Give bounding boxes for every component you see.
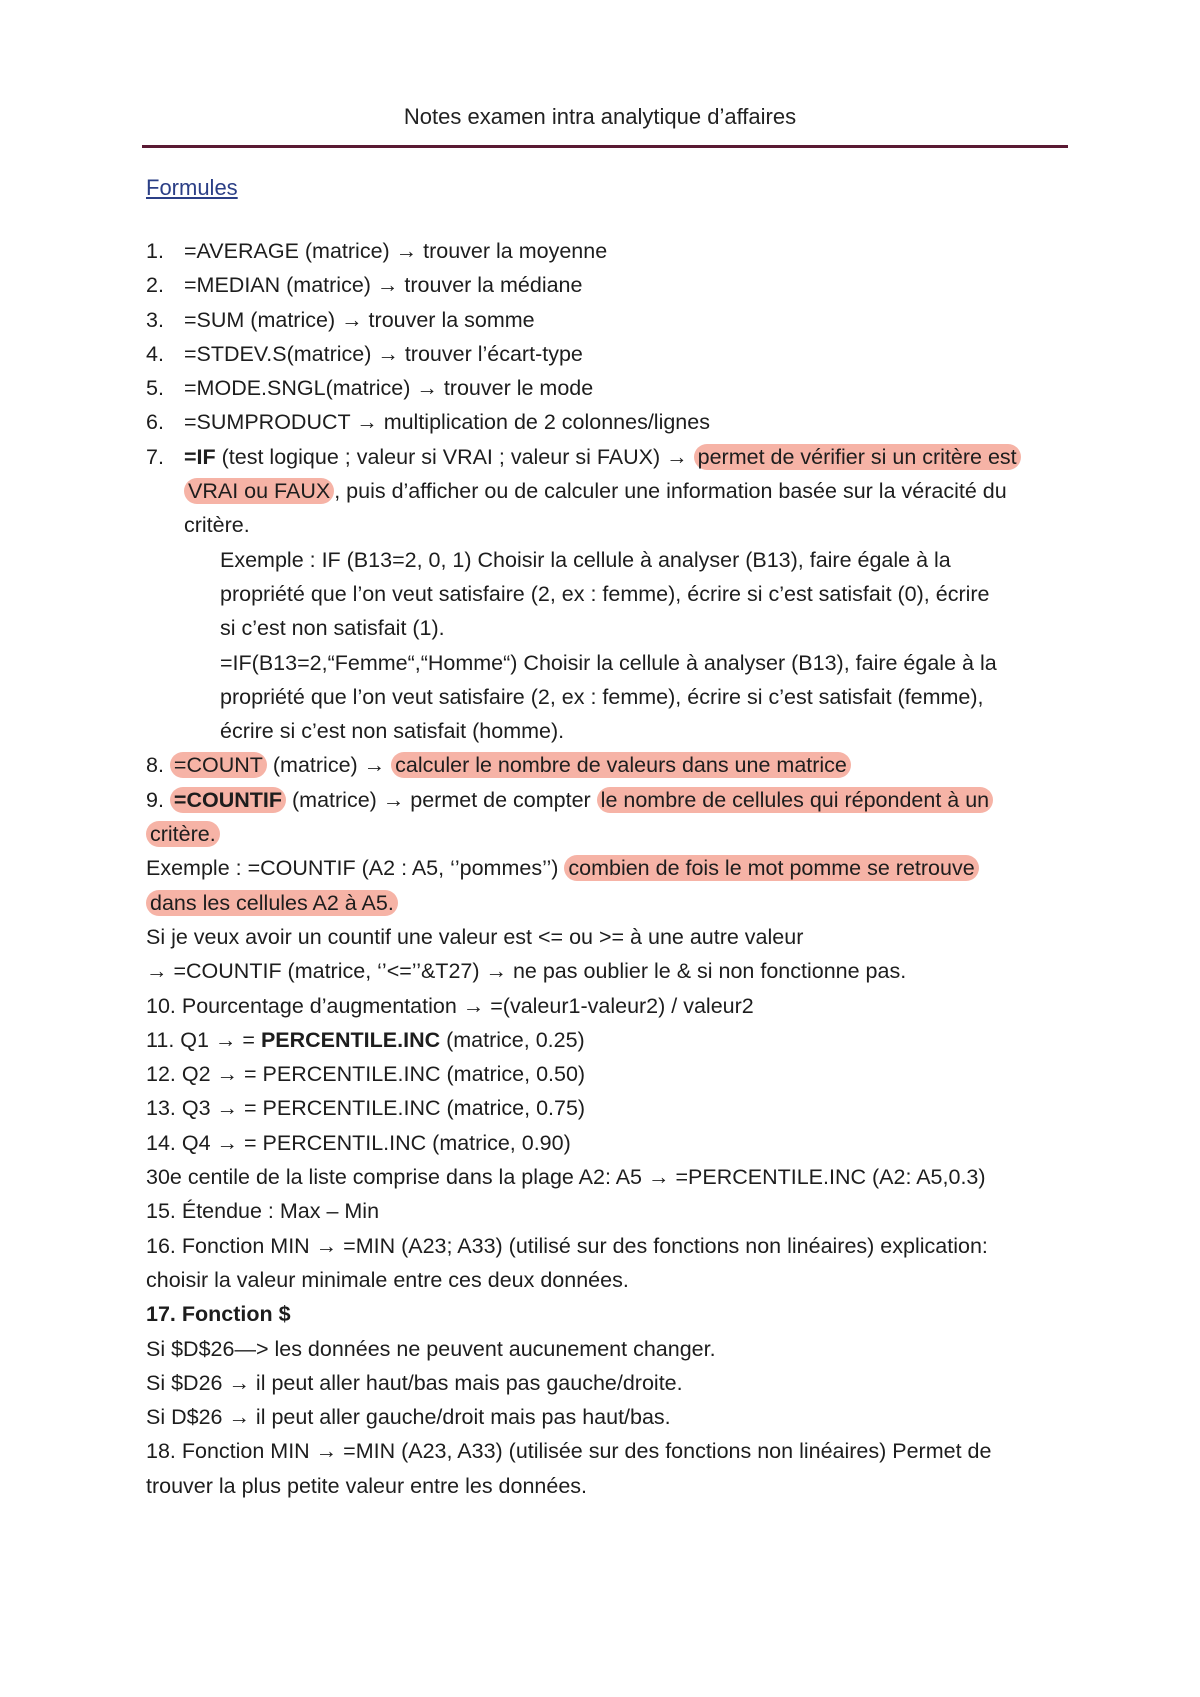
example-line: si c’est non satisfait (1). xyxy=(220,616,445,641)
list-item-countif: 9. =COUNTIF (matrice) → permet de compter le nombre de cellules qui répondent à un xyxy=(146,783,1076,817)
highlight: calculer le nombre de valeurs dans une matrice xyxy=(391,752,851,778)
list-item: 1. =AVERAGE (matrice) → trouver la moyenne xyxy=(146,239,608,263)
example-line: Exemple : IF (B13=2, 0, 1) Choisir la cellule à analyser (B13), faire égale à la xyxy=(220,547,951,572)
list-item: 5. =MODE.SNGL(matrice) → trouver le mode xyxy=(146,376,594,401)
list-item-countif-cont xyxy=(146,817,1076,851)
list-item: 11. Q1 → = PERCENTILE.INC (matrice, 0.25) xyxy=(146,1027,585,1052)
list-item: 4. =STDEV.S(matrice) → trouver l’écart-type xyxy=(146,341,583,366)
list-item: 16. Fonction MIN → =MIN (A23; A33) (utilisé sur des fonctions non linéaires) explication: xyxy=(146,1233,988,1258)
list-item: 12. Q2 → = PERCENTILE.INC (matrice, 0.50) xyxy=(146,1062,586,1087)
highlight: combien de fois le mot pomme se retrouve xyxy=(564,855,978,881)
example-line: =IF(B13=2,“Femme“,“Homme“) Choisir la cellule à analyser (B13), faire égale à la xyxy=(220,650,997,675)
list-item-if-cont: critère. xyxy=(184,513,250,538)
example-line: propriété que l’on veut satisfaire (2, ex : femme), écrire si c’est satisfait (0), écrire xyxy=(220,581,990,606)
note-line: Si $D$26—> les données ne peuvent aucunement changer. xyxy=(146,1336,716,1361)
example-line: écrire si c’est non satisfait (homme). xyxy=(220,719,565,744)
header-divider xyxy=(142,145,1068,148)
highlight: =COUNTIF xyxy=(170,787,286,813)
list-item: 18. Fonction MIN → =MIN (A23, A33) (utilisée sur des fonctions non linéaires) Permet de xyxy=(146,1439,992,1464)
highlight: dans les cellules A2 à A5. xyxy=(146,890,398,916)
list-item: 15. Étendue : Max – Min xyxy=(146,1199,380,1224)
example-line: Exemple : =COUNTIF (A2 : A5, ‘’pommes’’) combien de fois le mot pomme se retrouve xyxy=(146,851,1076,885)
note-line: Si D$26 → il peut aller gauche/droit mais pas haut/bas. xyxy=(146,1405,671,1430)
list-item: 10. Pourcentage d’augmentation → =(valeur1-valeur2) / valeur2 xyxy=(146,993,754,1018)
highlight: VRAI ou FAUX xyxy=(184,478,334,504)
example-line: propriété que l’on veut satisfaire (2, ex : femme), écrire si c’est satisfait (femme), xyxy=(220,684,984,709)
list-item-count: 8. =COUNT (matrice) → calculer le nombre de valeurs dans une matrice xyxy=(146,748,1076,782)
highlight: le nombre de cellules qui répondent à un xyxy=(597,787,993,813)
list-item: 6. =SUMPRODUCT → multiplication de 2 colonnes/lignes xyxy=(146,410,710,435)
list-item-if: 7. =IF (test logique ; valeur si VRAI ; valeur si FAUX) → permet de vérifier si un critère est xyxy=(146,440,1076,474)
highlight: critère. xyxy=(146,821,220,847)
list-item-if-cont: VRAI ou FAUX , puis d’afficher ou de calculer une information basée sur la véracité du xyxy=(146,474,1076,508)
note-line: Si je veux avoir un countif une valeur est <= ou >= à une autre valeur xyxy=(146,924,804,949)
highlight: =COUNT xyxy=(170,752,267,778)
list-item: 14. Q4 → = PERCENTIL.INC (matrice, 0.90) xyxy=(146,1130,571,1155)
list-item: 3. =SUM (matrice) → trouver la somme xyxy=(146,307,535,332)
note-line: Si $D26 → il peut aller haut/bas mais pas gauche/droite. xyxy=(146,1370,683,1395)
note-line: → =COUNTIF (matrice, ‘’<=’’&T27) → ne pas oublier le & si non fonctionne pas. xyxy=(146,959,907,984)
highlight: permet de vérifier si un critère est xyxy=(694,444,1021,470)
note-line: 30e centile de la liste comprise dans la plage A2: A5 → =PERCENTILE.INC (A2: A5,0.3) xyxy=(146,1165,986,1190)
formula-list xyxy=(146,234,1076,1503)
list-item-cont: choisir la valeur minimale entre ces deux données. xyxy=(146,1267,629,1292)
list-item: 13. Q3 → = PERCENTILE.INC (matrice, 0.75) xyxy=(146,1096,586,1121)
example-line xyxy=(146,886,1076,920)
list-item: 2. =MEDIAN (matrice) → trouver la médiane xyxy=(146,273,583,298)
list-item: 17. Fonction $ xyxy=(146,1302,291,1327)
list-item-cont: trouver la plus petite valeur entre les données. xyxy=(146,1473,588,1498)
section-heading-formules: Formules xyxy=(146,175,238,200)
document-header-title: Notes examen intra analytique d’affaires xyxy=(403,104,797,129)
